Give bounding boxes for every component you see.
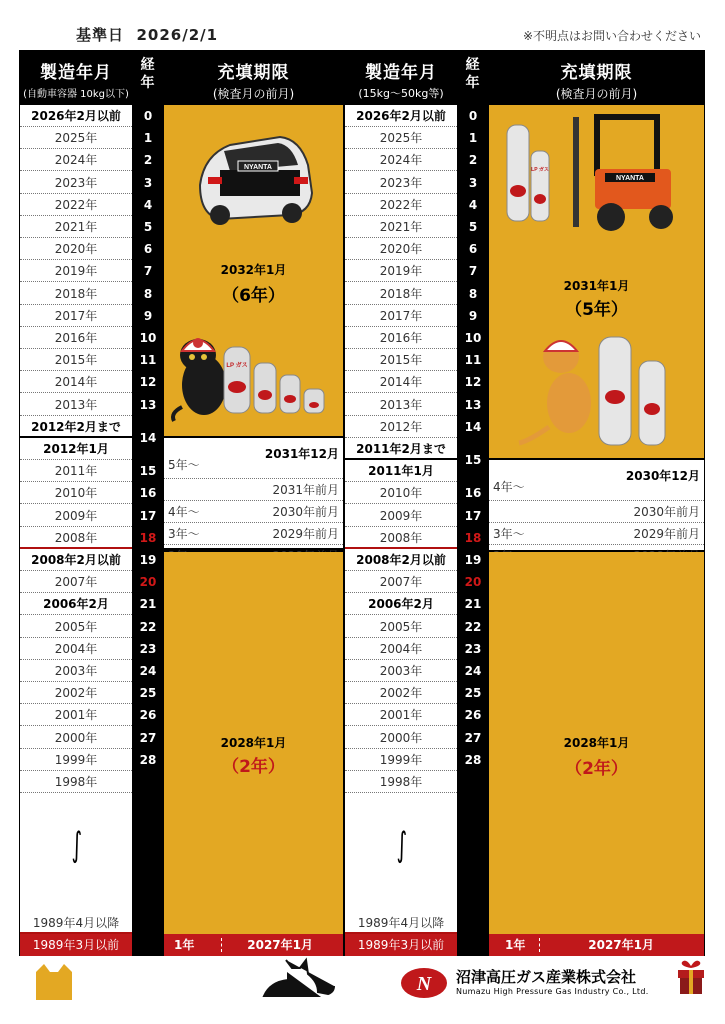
transition-row-years: 4年～ bbox=[493, 480, 525, 494]
year-row: 2013年 bbox=[20, 394, 132, 416]
left-transition-rows bbox=[164, 438, 343, 548]
year-row: 1999年 bbox=[20, 749, 132, 771]
year-row: 2013年 bbox=[345, 394, 457, 416]
year-row: 2000年 bbox=[345, 727, 457, 749]
left-upper-date: 2032年1月 bbox=[220, 263, 287, 277]
age-cell: 24 bbox=[139, 664, 157, 678]
car-illustration bbox=[190, 115, 320, 230]
left-fill-title: 充填期限 bbox=[217, 63, 290, 83]
company-logo-icon bbox=[400, 966, 448, 1000]
age-cell: 20 bbox=[464, 575, 482, 590]
left-lower-years: （2年） bbox=[222, 757, 285, 777]
year-row: 2024年 bbox=[345, 149, 457, 171]
inquiry-note: ※不明点はお問い合わせください bbox=[522, 29, 701, 43]
right-mfg-sub: (15kg～50kg等) bbox=[358, 87, 444, 100]
left-panel bbox=[19, 50, 343, 956]
year-row: 2009年 bbox=[20, 505, 132, 527]
transition-row-date: 2030年前月 bbox=[272, 505, 339, 519]
year-row: 2026年2月以前 bbox=[345, 105, 457, 127]
left-upper-period bbox=[164, 105, 343, 436]
age-cell: 25 bbox=[139, 686, 157, 701]
right-age-title: 経年 bbox=[465, 57, 481, 91]
year-row: 2002年 bbox=[20, 682, 132, 704]
age-cell: 22 bbox=[464, 619, 482, 634]
transition-row-years: 3年～ bbox=[493, 527, 525, 541]
year-row: 2008年2月以前 bbox=[20, 549, 132, 571]
left-mfg-sub: (自動車容器 10kg以下) bbox=[23, 89, 129, 100]
year-row-last: 1989年4月以降 bbox=[20, 912, 132, 934]
left-mfg-column bbox=[20, 50, 132, 956]
age-cell: 2 bbox=[143, 153, 153, 168]
age-cell: 7 bbox=[468, 264, 478, 279]
age-cell: 15 bbox=[464, 453, 482, 467]
age-cell: 28 bbox=[139, 752, 157, 767]
age-cell: 8 bbox=[468, 286, 478, 301]
right-upper-date: 2031年1月 bbox=[563, 279, 630, 293]
base-date bbox=[76, 24, 218, 45]
year-row: 1998年 bbox=[345, 771, 457, 793]
year-row: 2017年 bbox=[20, 305, 132, 327]
year-row: 2000年 bbox=[20, 727, 132, 749]
base-date-label: 基準日 bbox=[76, 26, 125, 44]
gift-box-icon bbox=[676, 958, 706, 996]
age-cell: 10 bbox=[139, 331, 157, 345]
year-row: 2001年 bbox=[345, 704, 457, 726]
company-name-en: Numazu High Pressure Gas Industry Co., Ltd. bbox=[456, 987, 649, 996]
age-cell: 5 bbox=[468, 220, 478, 234]
left-fill-column bbox=[164, 50, 343, 956]
right-panel bbox=[345, 50, 705, 956]
age-cell: 15 bbox=[139, 464, 157, 479]
transition-row bbox=[489, 522, 704, 545]
left-age-column bbox=[134, 50, 162, 956]
left-age-header bbox=[134, 50, 162, 103]
year-row: 2015年 bbox=[20, 349, 132, 371]
right-age-column bbox=[459, 50, 487, 956]
year-row-foot: 1989年3月以前 bbox=[20, 934, 132, 956]
age-cell: 19 bbox=[464, 553, 482, 567]
omission-squiggle-icon: ∫ bbox=[396, 825, 408, 865]
age-cell: 27 bbox=[464, 730, 482, 745]
year-row: 2018年 bbox=[20, 283, 132, 305]
year-row: 2014年 bbox=[20, 371, 132, 393]
age-cell: 16 bbox=[464, 486, 482, 501]
right-transition-rows bbox=[489, 460, 704, 550]
year-row: 2005年 bbox=[345, 616, 457, 638]
transition-row bbox=[489, 500, 704, 523]
year-row: 2019年 bbox=[20, 260, 132, 282]
right-upper-years: （5年） bbox=[565, 300, 628, 320]
age-cell: 1 bbox=[143, 131, 153, 146]
year-row: 2010年 bbox=[345, 482, 457, 504]
year-row: 2016年 bbox=[345, 327, 457, 349]
age-cell: 11 bbox=[464, 353, 482, 368]
age-cell: 14 bbox=[464, 419, 482, 434]
expiry-table bbox=[19, 50, 705, 956]
age-cell: 18 bbox=[139, 530, 157, 545]
year-row: 2018年 bbox=[345, 283, 457, 305]
transition-row-date: 2029年前月 bbox=[272, 527, 339, 541]
age-cell: 21 bbox=[139, 597, 157, 612]
age-cell: 3 bbox=[143, 175, 153, 190]
left-fill-sub: (検査月の前月) bbox=[212, 87, 295, 101]
age-cell: 0 bbox=[468, 109, 478, 123]
age-cell: 24 bbox=[464, 664, 482, 678]
year-row: 2007年 bbox=[20, 571, 132, 593]
year-row: 2022年 bbox=[20, 194, 132, 216]
year-row: 2025年 bbox=[345, 127, 457, 149]
year-row: 2008年 bbox=[20, 527, 132, 549]
year-row: 2020年 bbox=[345, 238, 457, 260]
right-lower-date: 2028年1月 bbox=[563, 736, 630, 750]
left-foot-years: 1年 bbox=[174, 938, 195, 952]
omission-squiggle-icon: ∫ bbox=[71, 825, 83, 865]
age-cell: 12 bbox=[139, 375, 157, 390]
year-row: 1998年 bbox=[20, 771, 132, 793]
age-cell: 23 bbox=[139, 641, 157, 656]
left-mfg-header bbox=[20, 50, 132, 103]
transition-row bbox=[164, 500, 343, 523]
age-cell: 21 bbox=[464, 597, 482, 612]
left-foot-bar bbox=[164, 934, 343, 956]
age-cell: 12 bbox=[464, 375, 482, 390]
age-cell: 7 bbox=[143, 264, 153, 279]
left-mfg-title: 製造年月 bbox=[40, 63, 112, 83]
left-foot-divider bbox=[221, 938, 222, 952]
cat-head-logo-icon bbox=[32, 962, 76, 1002]
year-row: 2019年 bbox=[345, 260, 457, 282]
age-cell: 17 bbox=[139, 508, 157, 523]
right-upper-period bbox=[489, 105, 704, 458]
age-cell: 26 bbox=[464, 708, 482, 723]
age-cell: 5 bbox=[143, 220, 153, 234]
year-row: 2004年 bbox=[20, 638, 132, 660]
left-year-list bbox=[20, 105, 132, 952]
age-cell: 11 bbox=[139, 353, 157, 368]
right-lower-years: （2年） bbox=[565, 759, 628, 779]
transition-row-years: 3年～ bbox=[168, 527, 200, 541]
car-plate: NYANTA bbox=[243, 164, 273, 171]
right-mfg-header bbox=[345, 50, 457, 103]
age-cell: 13 bbox=[464, 397, 482, 412]
age-cell: 9 bbox=[143, 308, 153, 323]
right-foot-date: 2027年1月 bbox=[588, 938, 654, 952]
transition-row-date: 2030年12月 bbox=[625, 469, 700, 483]
year-row: 2021年 bbox=[20, 216, 132, 238]
age-cell: 8 bbox=[143, 286, 153, 301]
year-row: 2023年 bbox=[20, 172, 132, 194]
age-cell: 18 bbox=[464, 530, 482, 545]
transition-row-years: 5年～ bbox=[168, 458, 200, 472]
forklift-plate: NYANTA bbox=[615, 175, 645, 182]
year-row: 2008年2月以前 bbox=[345, 549, 457, 571]
age-cell: 16 bbox=[139, 486, 157, 501]
year-row: 2025年 bbox=[20, 127, 132, 149]
right-fill-sub: (検査月の前月) bbox=[555, 87, 638, 101]
age-cell: 17 bbox=[464, 508, 482, 523]
year-row: 2003年 bbox=[345, 660, 457, 682]
right-fill-column bbox=[489, 50, 704, 956]
year-row-foot: 1989年3月以前 bbox=[345, 934, 457, 956]
transition-row bbox=[164, 478, 343, 501]
left-upper-years: （6年） bbox=[222, 286, 285, 306]
age-cell: 19 bbox=[139, 553, 157, 567]
age-cell: 6 bbox=[468, 242, 478, 257]
svg-text:LP ガス: LP ガス bbox=[531, 167, 549, 173]
year-row: 2021年 bbox=[345, 216, 457, 238]
svg-text:LP ガス: LP ガス bbox=[226, 363, 248, 369]
year-row: 2005年 bbox=[20, 616, 132, 638]
year-row: 2012年2月まで bbox=[20, 416, 132, 438]
age-cell: 2 bbox=[468, 153, 478, 168]
year-row: 2010年 bbox=[20, 482, 132, 504]
base-date-value: 2026/2/1 bbox=[136, 26, 219, 44]
year-row: 2008年 bbox=[345, 527, 457, 549]
age-cell: 13 bbox=[139, 397, 157, 412]
age-cell: 26 bbox=[139, 708, 157, 723]
transition-row bbox=[489, 464, 704, 501]
right-lower-period bbox=[489, 552, 704, 934]
black-cat-icon bbox=[258, 956, 338, 1000]
year-row: 2001年 bbox=[20, 704, 132, 726]
year-row: 1999年 bbox=[345, 749, 457, 771]
left-fill-header bbox=[164, 50, 343, 103]
year-row: 2024年 bbox=[20, 149, 132, 171]
left-age-title: 経年 bbox=[140, 57, 156, 91]
age-cell: 20 bbox=[139, 575, 157, 590]
age-cell: 3 bbox=[468, 175, 478, 190]
transition-row-date: 2031年12月 bbox=[264, 447, 339, 461]
age-cell: 22 bbox=[139, 619, 157, 634]
transition-row bbox=[164, 522, 343, 545]
cat-with-cylinders-illustration bbox=[168, 327, 338, 422]
age-cell: 23 bbox=[464, 641, 482, 656]
age-cell: 9 bbox=[468, 308, 478, 323]
year-row: 2023年 bbox=[345, 172, 457, 194]
transition-row-date: 2029年前月 bbox=[633, 527, 700, 541]
age-cell: 27 bbox=[139, 730, 157, 745]
transition-row-date: 2031年前月 bbox=[272, 483, 339, 497]
age-cell: 28 bbox=[464, 752, 482, 767]
right-foot-years: 1年 bbox=[505, 938, 526, 952]
year-row: 2003年 bbox=[20, 660, 132, 682]
year-row: 2022年 bbox=[345, 194, 457, 216]
right-fill-title: 充填期限 bbox=[560, 63, 633, 83]
age-cell: 25 bbox=[464, 686, 482, 701]
year-row: 2011年 bbox=[20, 460, 132, 482]
age-cell: 1 bbox=[468, 131, 478, 146]
forklift-with-cylinders-illustration bbox=[501, 111, 691, 241]
year-row: 2015年 bbox=[345, 349, 457, 371]
year-row: 2007年 bbox=[345, 571, 457, 593]
year-row: 2006年2月 bbox=[345, 593, 457, 615]
year-row: 2020年 bbox=[20, 238, 132, 260]
year-row-last: 1989年4月以降 bbox=[345, 912, 457, 934]
year-row: 2012年 bbox=[345, 416, 457, 438]
right-foot-divider bbox=[539, 938, 540, 952]
right-year-list bbox=[345, 105, 457, 952]
age-cell: 4 bbox=[468, 197, 478, 212]
year-row: 2011年2月まで bbox=[345, 438, 457, 460]
orange-cat-with-cylinders-illustration bbox=[509, 331, 699, 451]
age-cell: 4 bbox=[143, 197, 153, 212]
year-row: 2009年 bbox=[345, 505, 457, 527]
year-row: 2004年 bbox=[345, 638, 457, 660]
year-row: 2011年1月 bbox=[345, 460, 457, 482]
right-mfg-title: 製造年月 bbox=[365, 63, 437, 83]
year-row: 2016年 bbox=[20, 327, 132, 349]
year-row: 2006年2月 bbox=[20, 593, 132, 615]
year-row: 2002年 bbox=[345, 682, 457, 704]
transition-row bbox=[164, 442, 343, 479]
transition-row-date: 2030年前月 bbox=[633, 505, 700, 519]
left-foot-date: 2027年1月 bbox=[247, 938, 313, 952]
right-age-header bbox=[459, 50, 487, 103]
age-cell: 0 bbox=[143, 109, 153, 123]
age-cell: 6 bbox=[143, 242, 153, 257]
left-lower-date: 2028年1月 bbox=[220, 736, 287, 750]
right-foot-bar bbox=[489, 934, 704, 956]
svg-text:N: N bbox=[416, 973, 432, 995]
right-fill-header bbox=[489, 50, 704, 103]
age-cell: 10 bbox=[464, 331, 482, 345]
right-mfg-column bbox=[345, 50, 457, 956]
year-row: 2026年2月以前 bbox=[20, 105, 132, 127]
transition-row-years: 4年～ bbox=[168, 505, 200, 519]
left-lower-period bbox=[164, 552, 343, 934]
year-row: 2012年1月 bbox=[20, 438, 132, 460]
age-cell: 14 bbox=[139, 430, 157, 445]
company-name: 沼津高圧ガス産業株式会社 bbox=[456, 968, 637, 986]
year-row: 2014年 bbox=[345, 371, 457, 393]
year-row: 2017年 bbox=[345, 305, 457, 327]
